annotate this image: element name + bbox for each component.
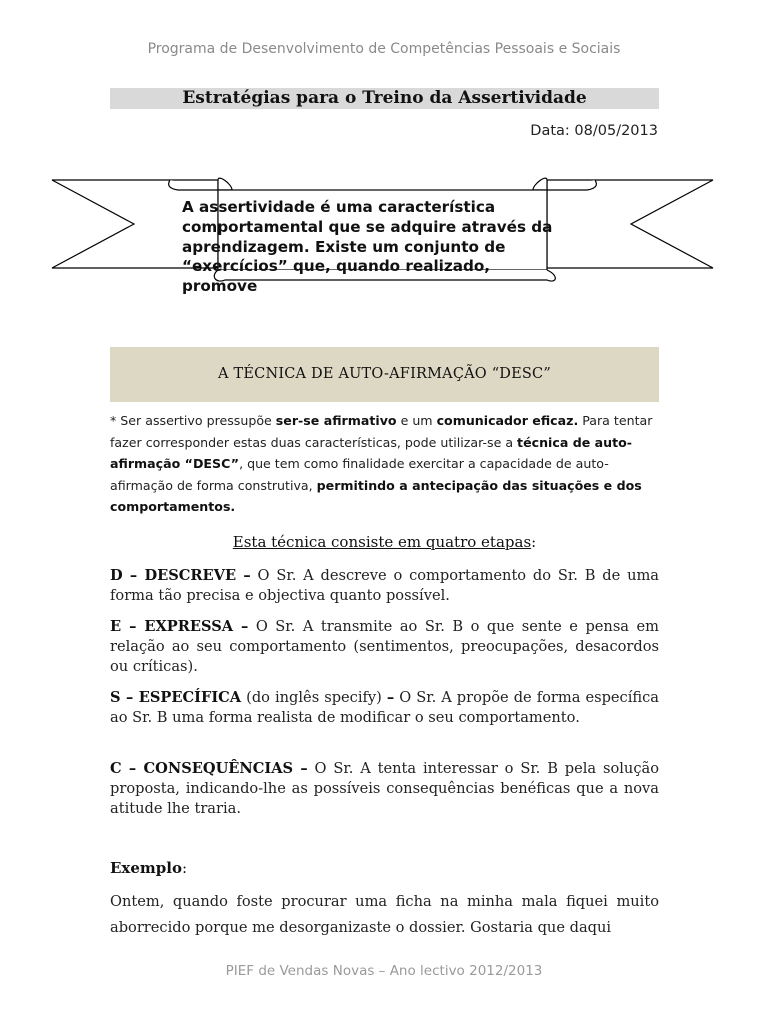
page-header: Programa de Desenvolvimento de Competências Pessoais e Sociais xyxy=(147,41,621,57)
intro-bold-4: permitindo a antecipação das situações e dos comportamentos. xyxy=(110,477,642,515)
intro-paragraph xyxy=(110,410,659,518)
step-s-label: S – ESPECÍFICA xyxy=(110,689,242,706)
example-colon: : xyxy=(181,859,188,877)
step-c-paragraph xyxy=(110,759,659,818)
page-footer: PIEF de Vendas Novas – Ano lectivo 2012/2013 xyxy=(225,963,543,979)
step-e-label: E – EXPRESSA – xyxy=(110,618,249,635)
example-text: Ontem, quando foste procurar uma ficha na minha mala fiquei muito aborrecido porque me desorganizaste o dossier. Gostaria que daqui xyxy=(110,893,659,936)
steps-subheading-text: Esta técnica consiste em quatro etapas xyxy=(232,533,532,551)
document-date: Data: 08/05/2013 xyxy=(530,123,658,139)
steps-subheading-colon: : xyxy=(531,533,537,551)
step-s-extra: (do inglês specify) xyxy=(241,689,387,706)
step-e-text: O Sr. A transmite ao Sr. B o que sente e pensa em relação ao seu comportamento (sentimentos, preocupações, desacordos ou críticas). xyxy=(110,618,659,675)
step-d-label: D – DESCREVE – xyxy=(110,567,251,584)
intro-text-3: Para tentar fazer corresponder estas duas características, pode utilizar-se a xyxy=(110,413,653,450)
intro-text-1: * Ser assertivo pressupõe xyxy=(110,413,276,428)
step-e-paragraph xyxy=(110,617,659,676)
intro-bold-3: técnica de auto-afirmação “DESC” xyxy=(110,434,633,472)
intro-bold-2: comunicador eficaz. xyxy=(436,413,579,428)
step-d-text: O Sr. A descreve o comportamento do Sr. B de uma forma tão precisa e objectiva quanto possível. xyxy=(110,567,660,604)
step-s-text: O Sr. A propõe de forma específica ao Sr. B uma forma realista de modificar o seu comportamento. xyxy=(110,689,659,726)
section-title: A TÉCNICA DE AUTO-AFIRMAÇÃO “DESC” xyxy=(218,366,551,382)
intro-bold-1: ser-se afirmativo xyxy=(275,413,397,428)
example-label: Exemplo xyxy=(110,859,182,877)
step-c-text: O Sr. A tenta interessar o Sr. B pela solução proposta, indicando-lhe as possíveis consequências benéficas que a nova atitude lhe traria. xyxy=(110,760,659,817)
step-s-paragraph xyxy=(110,688,659,728)
intro-text-2: e um xyxy=(396,413,437,428)
step-c-label: C – CONSEQUÊNCIAS – xyxy=(110,760,308,777)
step-d-paragraph xyxy=(110,566,659,606)
step-s-dash: – xyxy=(386,689,395,706)
banner-text: A assertividade é uma característica comportamental que se adquire através da aprendizagem. Existe um conjunto de “exercícios” que, quando realizado, promove xyxy=(182,198,553,296)
document-title: Estratégias para o Treino da Assertividade xyxy=(182,88,587,108)
example-heading xyxy=(110,859,187,877)
steps-subheading xyxy=(110,533,659,551)
intro-text-4: , que tem como finalidade exercitar a capacidade de auto-afirmação de forma construtiva, xyxy=(110,456,609,493)
